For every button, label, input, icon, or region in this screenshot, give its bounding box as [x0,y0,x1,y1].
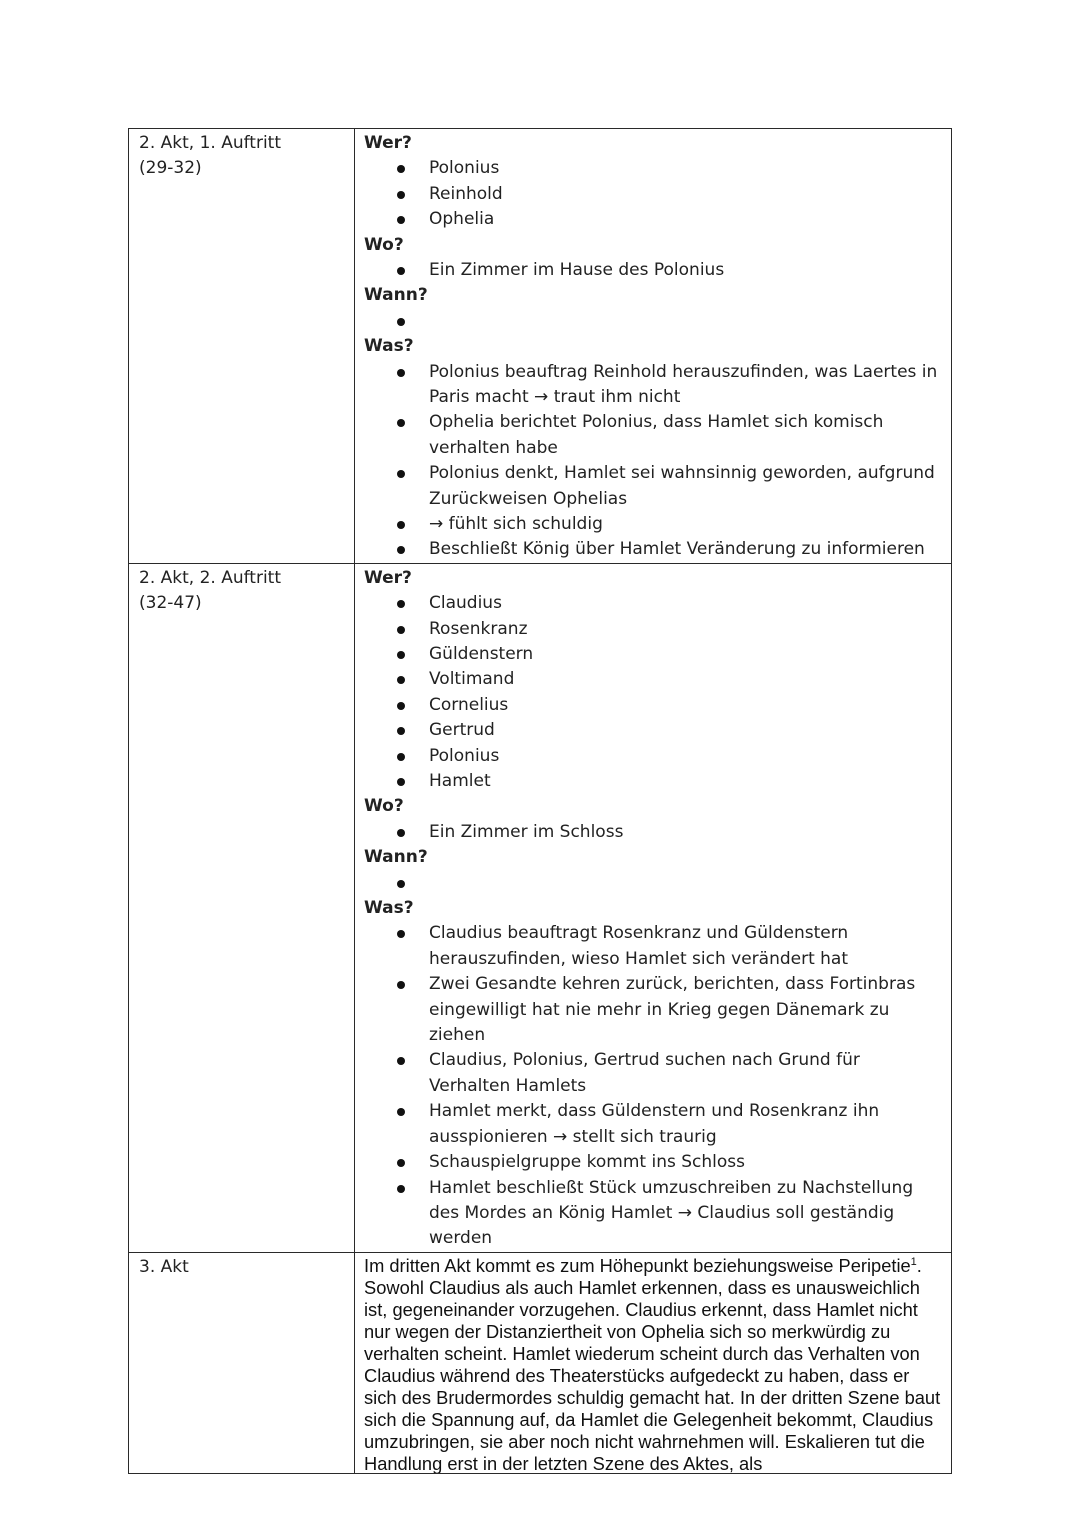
scene-details [364,564,943,1252]
list-item: Ein Zimmer im Schloss [364,820,943,845]
scene-details-cell [355,563,952,1252]
where-list [364,820,943,845]
scene-pages: (32-47) [139,592,202,613]
scene-details-cell [355,129,952,564]
list-item: Güldenstern [364,642,943,667]
list-item [364,871,943,896]
where-heading: Wo? [364,234,404,255]
list-item: → fühlt sich schuldig [364,512,943,537]
who-list [364,591,943,794]
list-item: Beschließt König über Hamlet Veränderung zu informieren [364,537,943,562]
scene-cell [129,129,355,564]
list-item: Schauspielgruppe kommt ins Schloss [364,1150,943,1175]
scene-title: 3. Akt [139,1256,189,1277]
list-item: Ophelia [364,207,943,232]
list-item: Hamlet merkt, dass Güldenstern und Rosenkranz ihn ausspionieren → stellt sich traurig [364,1099,943,1150]
list-item: Claudius beauftragt Rosenkranz und Güldenstern herauszufinden, wieso Hamlet sich verändert hat [364,921,943,972]
list-item: Polonius denkt, Hamlet sei wahnsinnig geworden, aufgrund Zurückweisen Ophelias [364,461,943,512]
list-item: Polonius [364,156,943,181]
summary-text-start: Im dritten Akt kommt es zum Höhepunkt beziehungsweise Peripetie [364,1254,911,1276]
where-heading: Wo? [364,796,404,817]
scene-table [128,128,952,1474]
what-list [364,360,943,563]
when-list [364,309,943,334]
list-item: Ein Zimmer im Hause des Polonius [364,258,943,283]
list-item: Voltimand [364,667,943,692]
footnote-marker: 1 [910,1255,917,1268]
who-heading: Wer? [364,567,412,588]
scene-details [364,129,943,563]
list-item: Polonius [364,744,943,769]
when-heading: Wann? [364,847,428,868]
when-heading: Wann? [364,285,428,306]
list-item: Hamlet beschließt Stück umzuschreiben zu Nachstellung des Mordes an König Hamlet → Claudius soll geständig werden [364,1176,943,1252]
list-item: Reinhold [364,182,943,207]
who-heading: Wer? [364,133,412,153]
summary-text-rest: . Sowohl Claudius als auch Hamlet erkennen, dass es unausweichlich ist, gegeneinander vorzugehen. Claudius erkennt, dass Hamlet nicht nur wegen der Distanziertheit von Ophelia sich so merkwürdig zu verhalten scheint. Hamlet wiederum scheint durch das Verhalten von Claudius während des Theaterstücks aufgedeckt zu haben, dass er sich des Brudermordes schuldig gemacht hat. In der dritten Szene baut sich die Spannung auf, da Hamlet die Gelegenheit bekommt, Claudius umzubringen, sie aber noch nicht wahrnehmen will. Eskalieren tut die Handlung erst in der letzten Szene des Aktes, als [364,1254,941,1473]
act-summary-paragraph [364,1253,943,1473]
table-row [129,563,952,1252]
scene-cell [129,563,355,1252]
list-item: Claudius [364,591,943,616]
list-item: Polonius beauftrag Reinhold herauszufinden, was Laertes in Paris macht → traut ihm nicht [364,360,943,411]
list-item: Ophelia berichtet Polonius, dass Hamlet sich komisch verhalten habe [364,410,943,461]
scene-pages: (29-32) [139,158,202,178]
scene-cell [129,1252,355,1473]
list-item [364,309,943,334]
what-list [364,921,943,1251]
scene-title: 2. Akt, 2. Auftritt [139,567,281,588]
table-row [129,1252,952,1473]
what-heading: Was? [364,336,414,357]
list-item: Hamlet [364,769,943,794]
what-heading: Was? [364,898,414,919]
where-list [364,258,943,283]
list-item: Zwei Gesandte kehren zurück, berichten, dass Fortinbras eingewilligt hat nie mehr in Krieg gegen Dänemark zu ziehen [364,972,943,1048]
list-item: Cornelius [364,693,943,718]
who-list [364,156,943,232]
act-summary-cell [355,1252,952,1473]
list-item: Gertrud [364,718,943,743]
scene-title: 2. Akt, 1. Auftritt [139,133,281,153]
list-item: Rosenkranz [364,617,943,642]
table-row [129,129,952,564]
when-list [364,871,943,896]
list-item: Claudius, Polonius, Gertrud suchen nach Grund für Verhalten Hamlets [364,1048,943,1099]
